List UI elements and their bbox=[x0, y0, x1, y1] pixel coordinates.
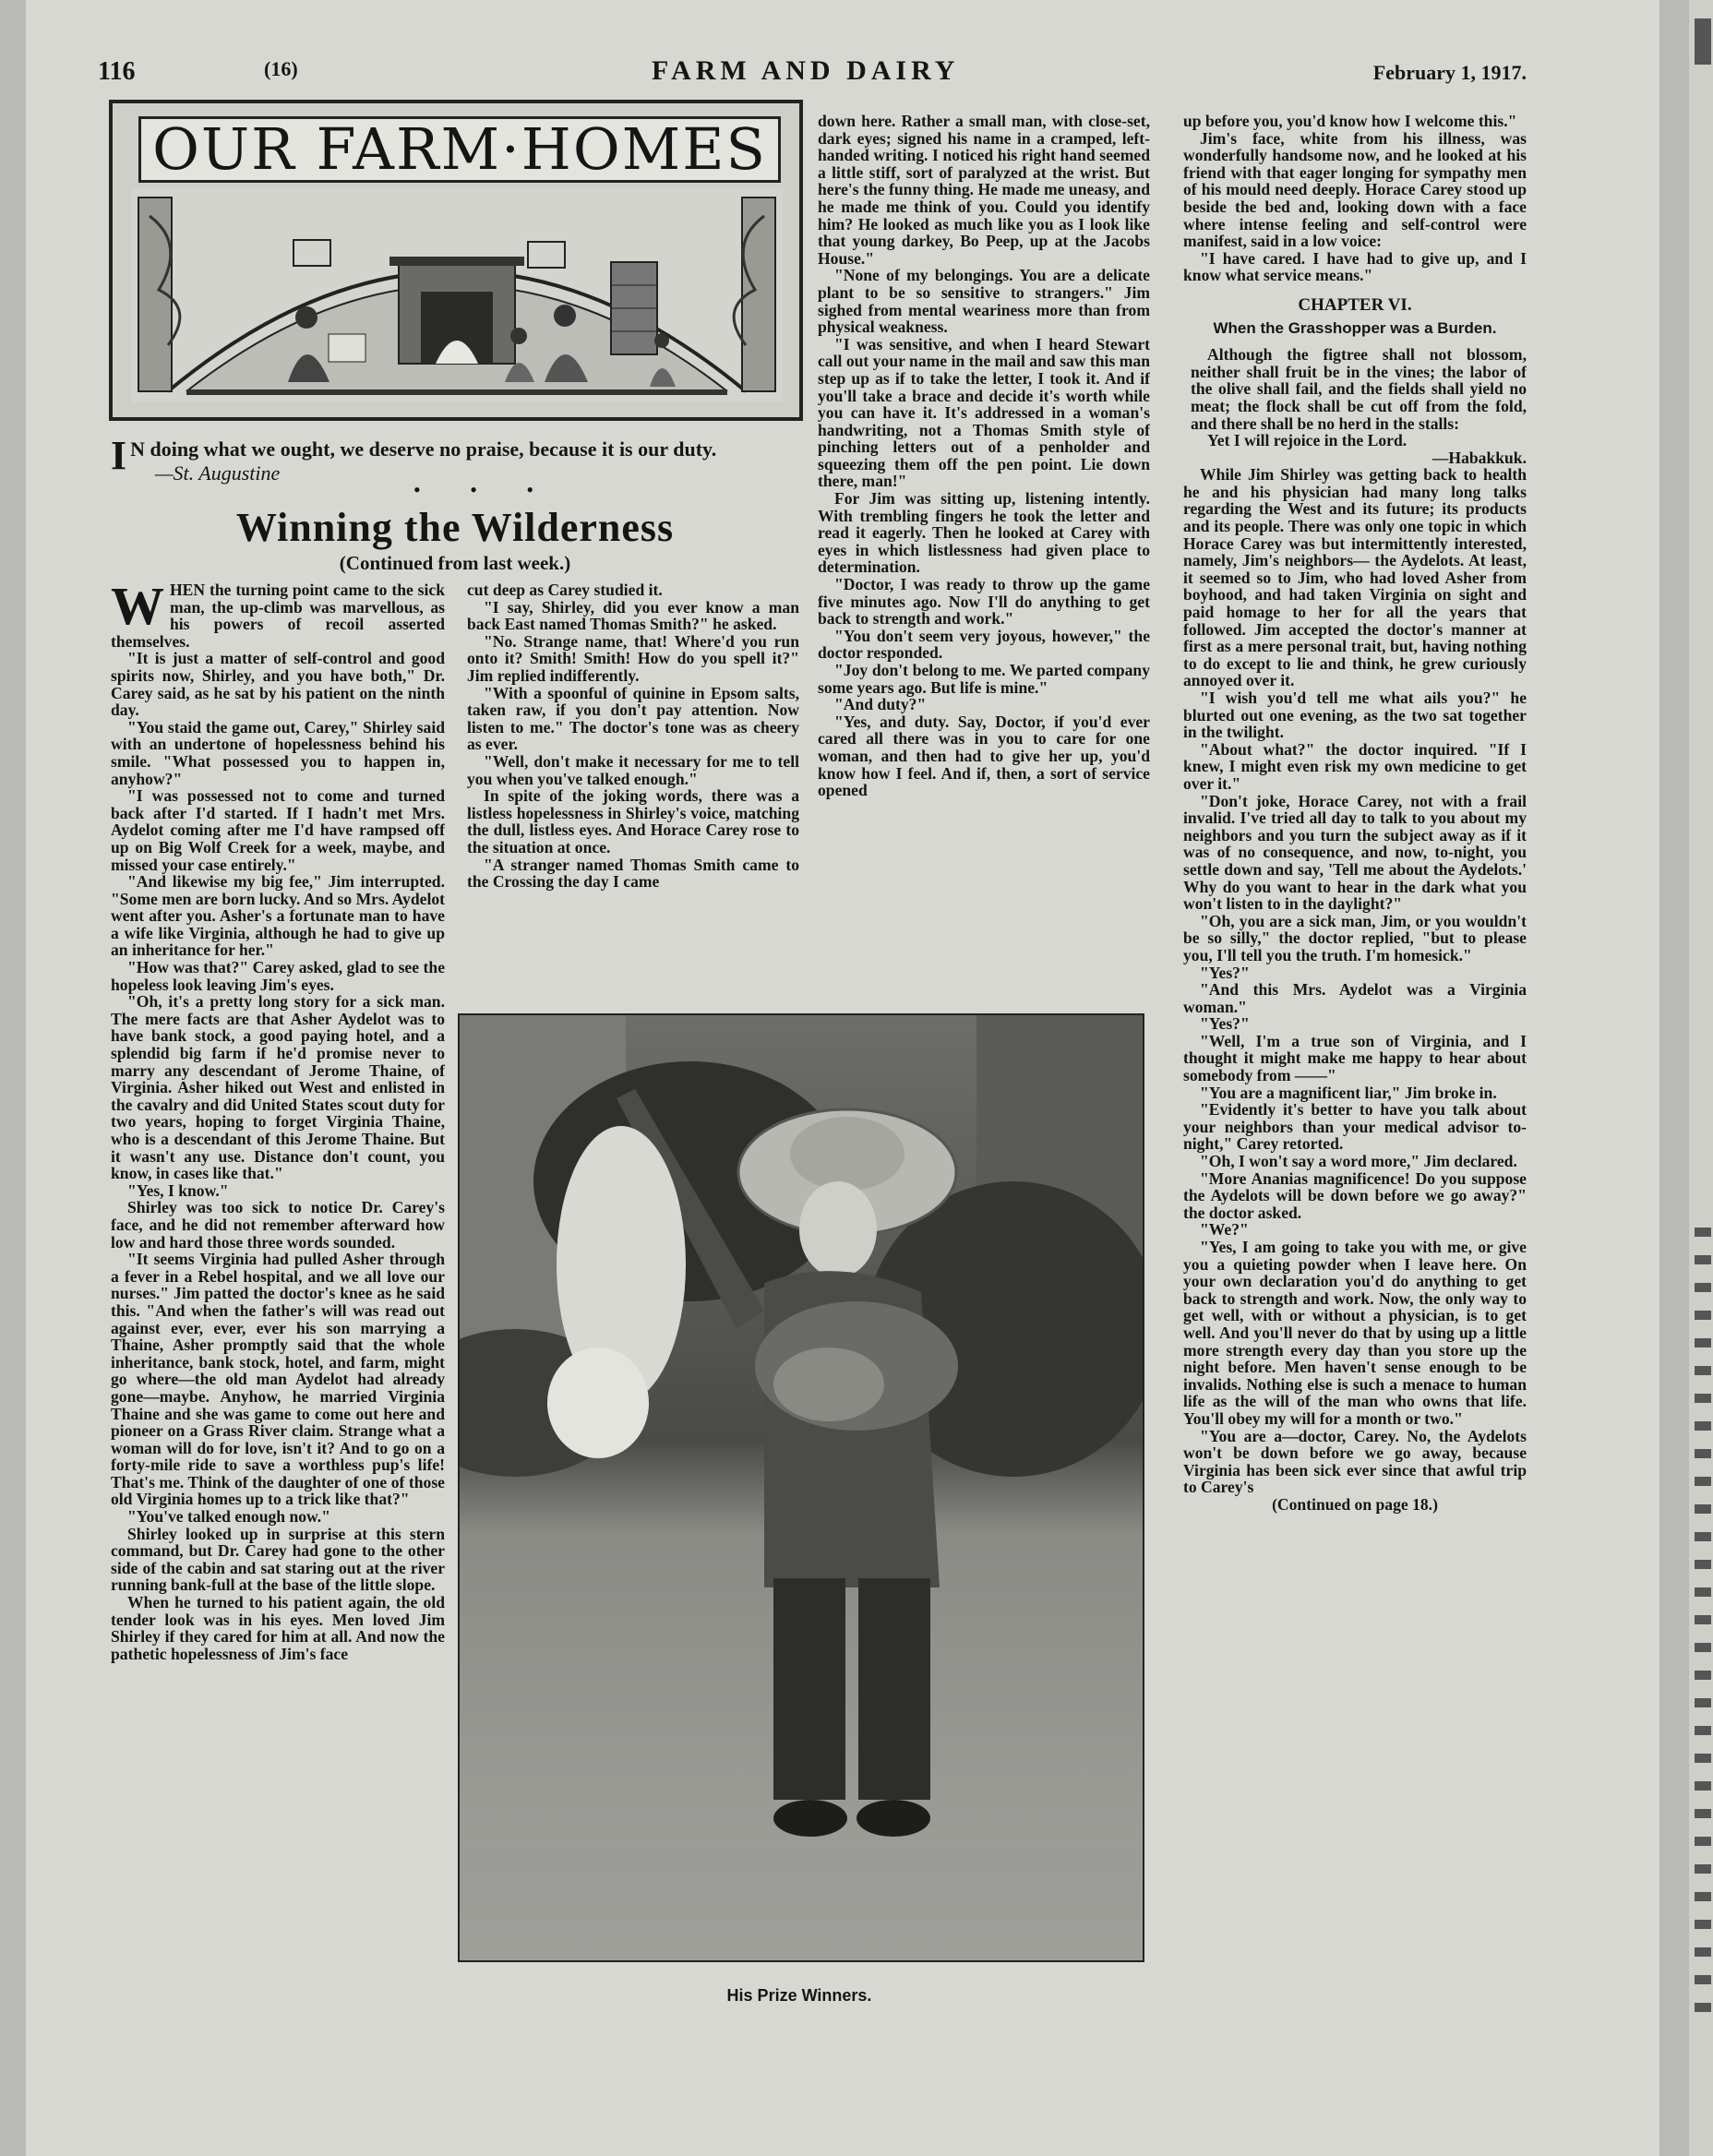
fireside-family-illustration bbox=[131, 188, 783, 402]
paragraph: "Oh, it's a pretty long story for a sick man. The mere facts are that Asher Aydelot was to have bank stock, a good paying hotel, and a splendid big farm if he'd promise never to marry any descendant of Jerome Thaine, of Virginia. Asher hiked out West and enlisted in the cavalry and did United States scout duty for two years, hoping to forget Virginia Thaine, who is a descendant of this Jerome Thaine. But it wasn't any use. Distance don't count, you know, in cases like that." bbox=[111, 992, 445, 1183]
paragraph: "I have cared. I have had to give up, and I know what service means." bbox=[1183, 248, 1527, 285]
paragraph: "It seems Virginia had pulled Asher through a fever in a Rebel hospital, and we all love our nurses." Jim patted the doctor's knee as he said this. "And when the father's will was read out against ever, ever, ever his son marrying a Thaine, Asher promptly said that the whole inheritance, bank stock, hotel, and farm, might go where—the old man Aydelot had already gone—maybe. Anyhow, he married Virginia Thaine and she was game to come out here and pioneer on a Grass River claim. Strange what a woman will do for love, isn't it? And to go on a forty-mile ride to save a worthless pup's life! That's me. Think of the daughter of one of those old Virginia homes up to a trick like that?" bbox=[111, 1250, 445, 1509]
text-column-4 bbox=[1183, 113, 1527, 2088]
page-number: 116 bbox=[98, 57, 136, 86]
paragraph: "How was that?" Carey asked, glad to see the hopeless look leaving Jim's eyes. bbox=[111, 958, 445, 994]
paragraph: down here. Rather a small man, with close-set, dark eyes; signed his name in a cramped, left-handed writing. I noticed his right hand seemed a little stiff, sort of paralyzed at the wrist. But here's the funny thing. He made me uneasy, and he made me think of you. Could you identify him? He looked as much like you as I look like that young darkey, Bo Peep, up at the Jacobs House." bbox=[818, 113, 1150, 268]
paragraph: "And duty?" bbox=[834, 695, 927, 714]
story-subtitle: (Continued from last week.) bbox=[339, 552, 571, 574]
story-title: Winning the Wilderness bbox=[235, 505, 675, 550]
paragraph: When he turned to his patient again, the old tender look was in his eyes. Men loved Jim Shirley if they cared for him at all. And now the pathetic hopelessness of Jim's face bbox=[111, 1593, 445, 1663]
publication-title: FARM AND DAIRY bbox=[652, 55, 960, 86]
paragraph: While Jim Shirley was getting back to health he and his physician had many long talks regarding the West and its future; its products and its people. There was only one topic in which Horace Carey was but intermittently interested, namely, Jim's neighbors— the Aydelots. At least, it seemed so to Jim, who had loved Asher from boyhood, and had taken Virginia on sight and paid homage to her for all the years that followed. Jim accepted the doctor's manner at first as a mere personal trait, but, having nothing to do except to lie and think, he grew curiously annoyed over it. bbox=[1183, 465, 1527, 690]
paragraph: "Yes, I am going to take you with me, or give you a quieting powder when I leave here. On your own declaration you'd do anything to get back to strength and work. Now, the only way to get well, with or without a physician, is to get well. And you'll never do that by using up a little more strength every day than you store up the night before. Men haven't sense enough to be invalids. Nothing else is such a menace to human life as the will of the man who owns that life. You'll obey my will for a month or two." bbox=[1183, 1238, 1527, 1428]
adjacent-page-edge bbox=[1689, 0, 1713, 2156]
chapter-title: When the Grasshopper was a Burden. bbox=[1213, 318, 1497, 337]
text-column-3 bbox=[818, 113, 1150, 997]
paragraph: "And likewise my big fee," Jim interrupted. "Some men are born lucky. And so Mrs. Aydelot went after you. Asher's a fortunate man to have a wife like Virginia, although he had to give up an inheritance for her." bbox=[111, 872, 445, 960]
paragraph: "You are a—doctor, Carey. No, the Aydelots won't be down before we go away, because Virginia has been sick ever since that awful trip to Carey's bbox=[1183, 1426, 1527, 1497]
issue-date: February 1, 1917. bbox=[1372, 61, 1527, 84]
paragraph: Jim's face, white from his illness, was wonderfully handsome now, and he looked at his friend with that eager longing for sympathy men of his mould need deeply. Horace Carey stood up beside the bed and, looking down with a face where intense feeling and self-control were manifest, said in a low voice: bbox=[1183, 128, 1527, 251]
paragraph: "Oh, you are a sick man, Jim, or you wouldn't be so silly," the doctor replied, "but to please you, I'll tell you the truth. I'm homesick." bbox=[1183, 911, 1527, 964]
paragraph: "Well, don't make it necessary for me to tell you when you've talked enough." bbox=[467, 751, 799, 788]
paragraph: "You staid the game out, Carey," Shirley said with an undertone of hopelessness behind his smile. "What possessed you to happen in, anyhow?" bbox=[111, 717, 445, 788]
scripture-attribution: —Habakkuk. bbox=[1431, 448, 1527, 467]
paragraph: "More Ananias magnificence! Do you suppose the Aydelots will be down before we go away?" the doctor asked. bbox=[1183, 1168, 1527, 1222]
section-code: (16) bbox=[264, 57, 298, 80]
scripture-verse-2: Yet I will rejoice in the Lord. bbox=[1207, 431, 1408, 450]
scripture-verse: Although the figtree shall not blossom, neither shall fruit be in the vines; the labor of the olive shall fail, and the fields shall yield no meat; the flock shall be cut off from the fold, and there shall be no herd in the stalls: bbox=[1191, 345, 1527, 433]
paragraph: "I was sensitive, and when I heard Stewart call out your name in the mail and saw this man step up as if to take the letter, I took it. And if you'll take a brace and decide it's worth while you can have it. It's addressed in a woman's handwriting, not a Thomas Smith style of pinching letters out of a penholder and squeezing them off the pen point. Lie down there, man!" bbox=[818, 334, 1150, 491]
paragraph: "A stranger named Thomas Smith came to the Crossing the day I came bbox=[467, 855, 799, 892]
paragraph: Shirley looked up in surprise at this stern command, but Dr. Carey had gone to the other side of the cabin and sat staring out at the river running bank-full at the base of the little slope. bbox=[111, 1524, 445, 1595]
paragraph: "Yes?" bbox=[1200, 963, 1250, 982]
section-banner-title: OUR FARM·HOMES bbox=[138, 116, 781, 183]
text-column-2 bbox=[467, 581, 799, 997]
paragraph: up before you, you'd know how I welcome this." bbox=[1183, 113, 1517, 130]
paragraph: "You've talked enough now." bbox=[127, 1507, 330, 1527]
epigraph-text: N doing what we ought, we deserve no praise, because it is our duty. bbox=[130, 437, 717, 461]
paragraph: "Oh, I won't say a word more," Jim declared. bbox=[1200, 1152, 1517, 1171]
paragraph: WHEN the turning point came to the sick man, the up-climb was marvellous, as his powers of recoil asserted themselves. bbox=[111, 581, 445, 651]
paragraph: "Evidently it's better to have you talk about your neighbors than your medical advisor to-night," Carey retorted. bbox=[1183, 1100, 1527, 1154]
paragraph: "You are a magnificent liar," Jim broke in. bbox=[1200, 1083, 1497, 1102]
photo-image bbox=[460, 1015, 1143, 1960]
paragraph: "You don't seem very joyous, however," the doctor responded. bbox=[818, 626, 1150, 663]
text-column-1 bbox=[111, 581, 445, 1984]
page-header bbox=[98, 57, 1527, 94]
paragraph: "And this Mrs. Aydelot was a Virginia woman." bbox=[1183, 980, 1527, 1016]
boy-with-chickens-photo bbox=[458, 1013, 1144, 1962]
paragraph: "I was possessed not to come and turned back after I'd started. If I hadn't met Mrs. Aydelot coming after me I'd have rampsed off up on Big Wolf Creek for a week, maybe, and missed your case entirely." bbox=[111, 786, 445, 874]
paragraph: "Yes, I know." bbox=[127, 1180, 229, 1200]
paragraph: "I say, Shirley, did you ever know a man back East named Thomas Smith?" he asked. bbox=[467, 597, 799, 634]
paragraph: "Yes?" bbox=[1200, 1014, 1250, 1034]
paragraph: "None of my belongings. You are a delicate plant to be so sensitive to strangers." Jim sighed from mental weariness more than from physical weakness. bbox=[818, 266, 1150, 337]
section-separator: • • • bbox=[413, 478, 557, 501]
paragraph: cut deep as Carey studied it. bbox=[467, 581, 663, 599]
paragraph: "Doctor, I was ready to throw up the game five minutes ago. Now I'll do anything to get back to strength and work." bbox=[818, 575, 1150, 629]
paragraph: "Don't joke, Horace Carey, not with a frail invalid. I've tried all day to talk to you about my neighbors and you turn the subject away as if it was of no consequence, and now, to-night, you settle down and say, 'Tell me about the Aydelots.' Why do you want to hear in the dark what you won't listen to in the daylight?" bbox=[1183, 791, 1527, 914]
paragraph: Shirley was too sick to notice Dr. Carey's face, and he did not remember afterward how low and hard those three words sounded. bbox=[111, 1198, 445, 1252]
paragraph: "Joy don't belong to me. We parted company some years ago. But life is mine." bbox=[818, 661, 1150, 697]
paragraph: "We?" bbox=[1200, 1220, 1249, 1240]
newspaper-page bbox=[26, 0, 1659, 2156]
continued-notice: (Continued on page 18.) bbox=[1272, 1494, 1438, 1514]
epigraph-attribution: —St. Augustine bbox=[155, 461, 281, 485]
paragraph: For Jim was sitting up, listening intently. With trembling fingers he took the letter and read it eagerly. Then he looked at Carey with eyes in which listlessness had given place to determination. bbox=[818, 489, 1150, 577]
paragraph: "I wish you'd tell me what ails you?" he blurted out one evening, as the two sat together in the twilight. bbox=[1183, 689, 1527, 742]
chapter-heading: CHAPTER VI. bbox=[1298, 294, 1412, 315]
section-banner bbox=[109, 100, 803, 421]
dropcap-letter: W bbox=[111, 581, 164, 636]
paragraph: "No. Strange name, that! Where'd you run onto it? Smith! Smith! How do you spell it?" Jim replied indifferently. bbox=[467, 631, 799, 685]
paragraph: "It is just a matter of self-control and good spirits now, Shirley, and you have both," Dr. Carey said, as he sat by his patient on the ninth day. bbox=[111, 649, 445, 720]
photo-caption: His Prize Winners. bbox=[726, 1986, 872, 2005]
paragraph: "Yes, and duty. Say, Doctor, if you'd ever cared all there was in you to care for one woman, and then had to give her up, you'd know how I feel. And if, then, a sort of service opened bbox=[818, 712, 1150, 800]
paragraph: "About what?" the doctor inquired. "If I knew, I might even risk my own medicine to get over it." bbox=[1183, 739, 1527, 793]
paragraph: In spite of the joking words, there was a listless hopelessness in Shirley's voice, matching the dull, listless eyes. And Horace Carey rose to the situation at once. bbox=[467, 786, 799, 856]
paragraph: "With a spoonful of quinine in Epsom salts, taken raw, if you don't pay attention. Now listen to me." The doctor's tone was as cheery as ever. bbox=[467, 683, 799, 754]
epigraph-dropcap: I bbox=[111, 433, 127, 478]
paragraph: "Well, I'm a true son of Virginia, and I thought it might make me happy to hear about somebody from ——" bbox=[1183, 1031, 1527, 1085]
